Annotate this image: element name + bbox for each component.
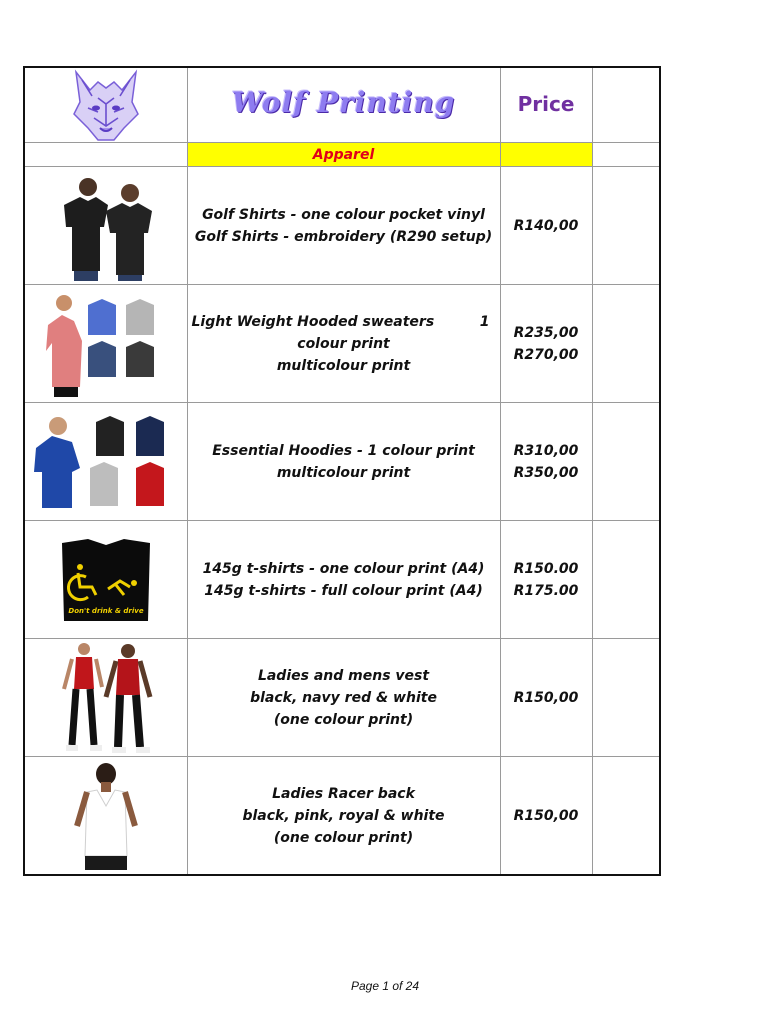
description-line: 145g t-shirts - one colour print (A4) bbox=[202, 560, 485, 577]
row-spare-cell bbox=[592, 639, 660, 757]
price-value: R140,00 bbox=[513, 217, 579, 234]
price-value: R310,00 bbox=[513, 442, 579, 459]
description-line: Ladies Racer back bbox=[272, 785, 415, 802]
product-price bbox=[500, 521, 592, 639]
price-list-table bbox=[23, 66, 661, 876]
section-blank-cell bbox=[24, 143, 187, 167]
product-image-cell bbox=[24, 285, 187, 403]
hooded-sweaters-photo bbox=[44, 291, 168, 397]
wolf-logo bbox=[68, 68, 144, 142]
description-line: multicolour print bbox=[276, 464, 411, 481]
spare-cell bbox=[592, 67, 660, 143]
description-line: (one colour print) bbox=[273, 711, 414, 728]
essential-hoodies-photo bbox=[32, 412, 180, 512]
tshirt-print-text: Don't drink & drive bbox=[68, 606, 144, 615]
description-line: (one colour print) bbox=[273, 829, 414, 846]
price-heading: Price bbox=[517, 91, 575, 116]
product-image-cell bbox=[24, 167, 187, 285]
vests-photo bbox=[54, 641, 158, 755]
product-row bbox=[24, 521, 660, 639]
product-description bbox=[187, 757, 500, 876]
product-image-cell bbox=[24, 403, 187, 521]
page-footer: Page 1 of 24 bbox=[350, 979, 420, 993]
product-row bbox=[24, 757, 660, 876]
product-image-cell bbox=[24, 757, 187, 876]
description-line: Golf Shirts - embroidery (R290 setup) bbox=[194, 228, 493, 245]
description-line: black, navy red & white bbox=[250, 689, 437, 706]
price-value: R350,00 bbox=[513, 464, 579, 481]
row-spare-cell bbox=[592, 521, 660, 639]
product-description bbox=[187, 521, 500, 639]
description-line: black, pink, royal & white bbox=[242, 807, 445, 824]
description-line: Ladies and mens vest bbox=[257, 667, 430, 684]
product-price bbox=[500, 403, 592, 521]
product-price bbox=[500, 285, 592, 403]
golf-shirts-photo bbox=[46, 171, 166, 281]
description-text: Light Weight Hooded sweaters bbox=[191, 313, 435, 330]
section-title: Apparel bbox=[187, 143, 500, 167]
t-shirt-photo bbox=[58, 537, 154, 623]
header-row bbox=[24, 67, 660, 143]
price-value: R150,00 bbox=[513, 807, 579, 824]
price-value: R270,00 bbox=[513, 346, 579, 363]
price-heading-cell bbox=[500, 67, 592, 143]
product-row bbox=[24, 403, 660, 521]
price-value: R150.00 bbox=[513, 560, 579, 577]
product-description bbox=[187, 403, 500, 521]
brand-title: Wolf Printing bbox=[231, 85, 456, 119]
price-value: R175.00 bbox=[513, 582, 579, 599]
logo-cell bbox=[24, 67, 187, 143]
row-spare-cell bbox=[592, 285, 660, 403]
description-line: Essential Hoodies - 1 colour print bbox=[212, 442, 475, 459]
product-description bbox=[187, 167, 500, 285]
product-image-cell bbox=[24, 521, 187, 639]
product-row bbox=[24, 639, 660, 757]
description-line: colour print bbox=[297, 335, 390, 352]
description-number: 1 bbox=[479, 313, 490, 330]
description-line: multicolour print bbox=[276, 357, 411, 374]
section-row bbox=[24, 143, 660, 167]
product-price bbox=[500, 639, 592, 757]
description-line: Golf Shirts - one colour pocket vinyl bbox=[202, 206, 485, 223]
row-spare-cell bbox=[592, 757, 660, 876]
product-image-cell bbox=[24, 639, 187, 757]
section-fill-cell bbox=[500, 143, 592, 167]
product-description bbox=[187, 639, 500, 757]
product-row bbox=[24, 285, 660, 403]
product-price bbox=[500, 757, 592, 876]
product-price bbox=[500, 167, 592, 285]
description-line: 145g t-shirts - full colour print (A4) bbox=[204, 582, 483, 599]
row-spare-cell bbox=[592, 403, 660, 521]
racer-back-photo bbox=[71, 762, 141, 870]
price-value: R150,00 bbox=[513, 689, 579, 706]
brand-cell bbox=[187, 67, 500, 143]
product-row bbox=[24, 167, 660, 285]
description-line bbox=[188, 311, 500, 333]
row-spare-cell bbox=[592, 167, 660, 285]
section-spare-cell bbox=[592, 143, 660, 167]
price-value: R235,00 bbox=[513, 324, 579, 341]
product-description bbox=[187, 285, 500, 403]
